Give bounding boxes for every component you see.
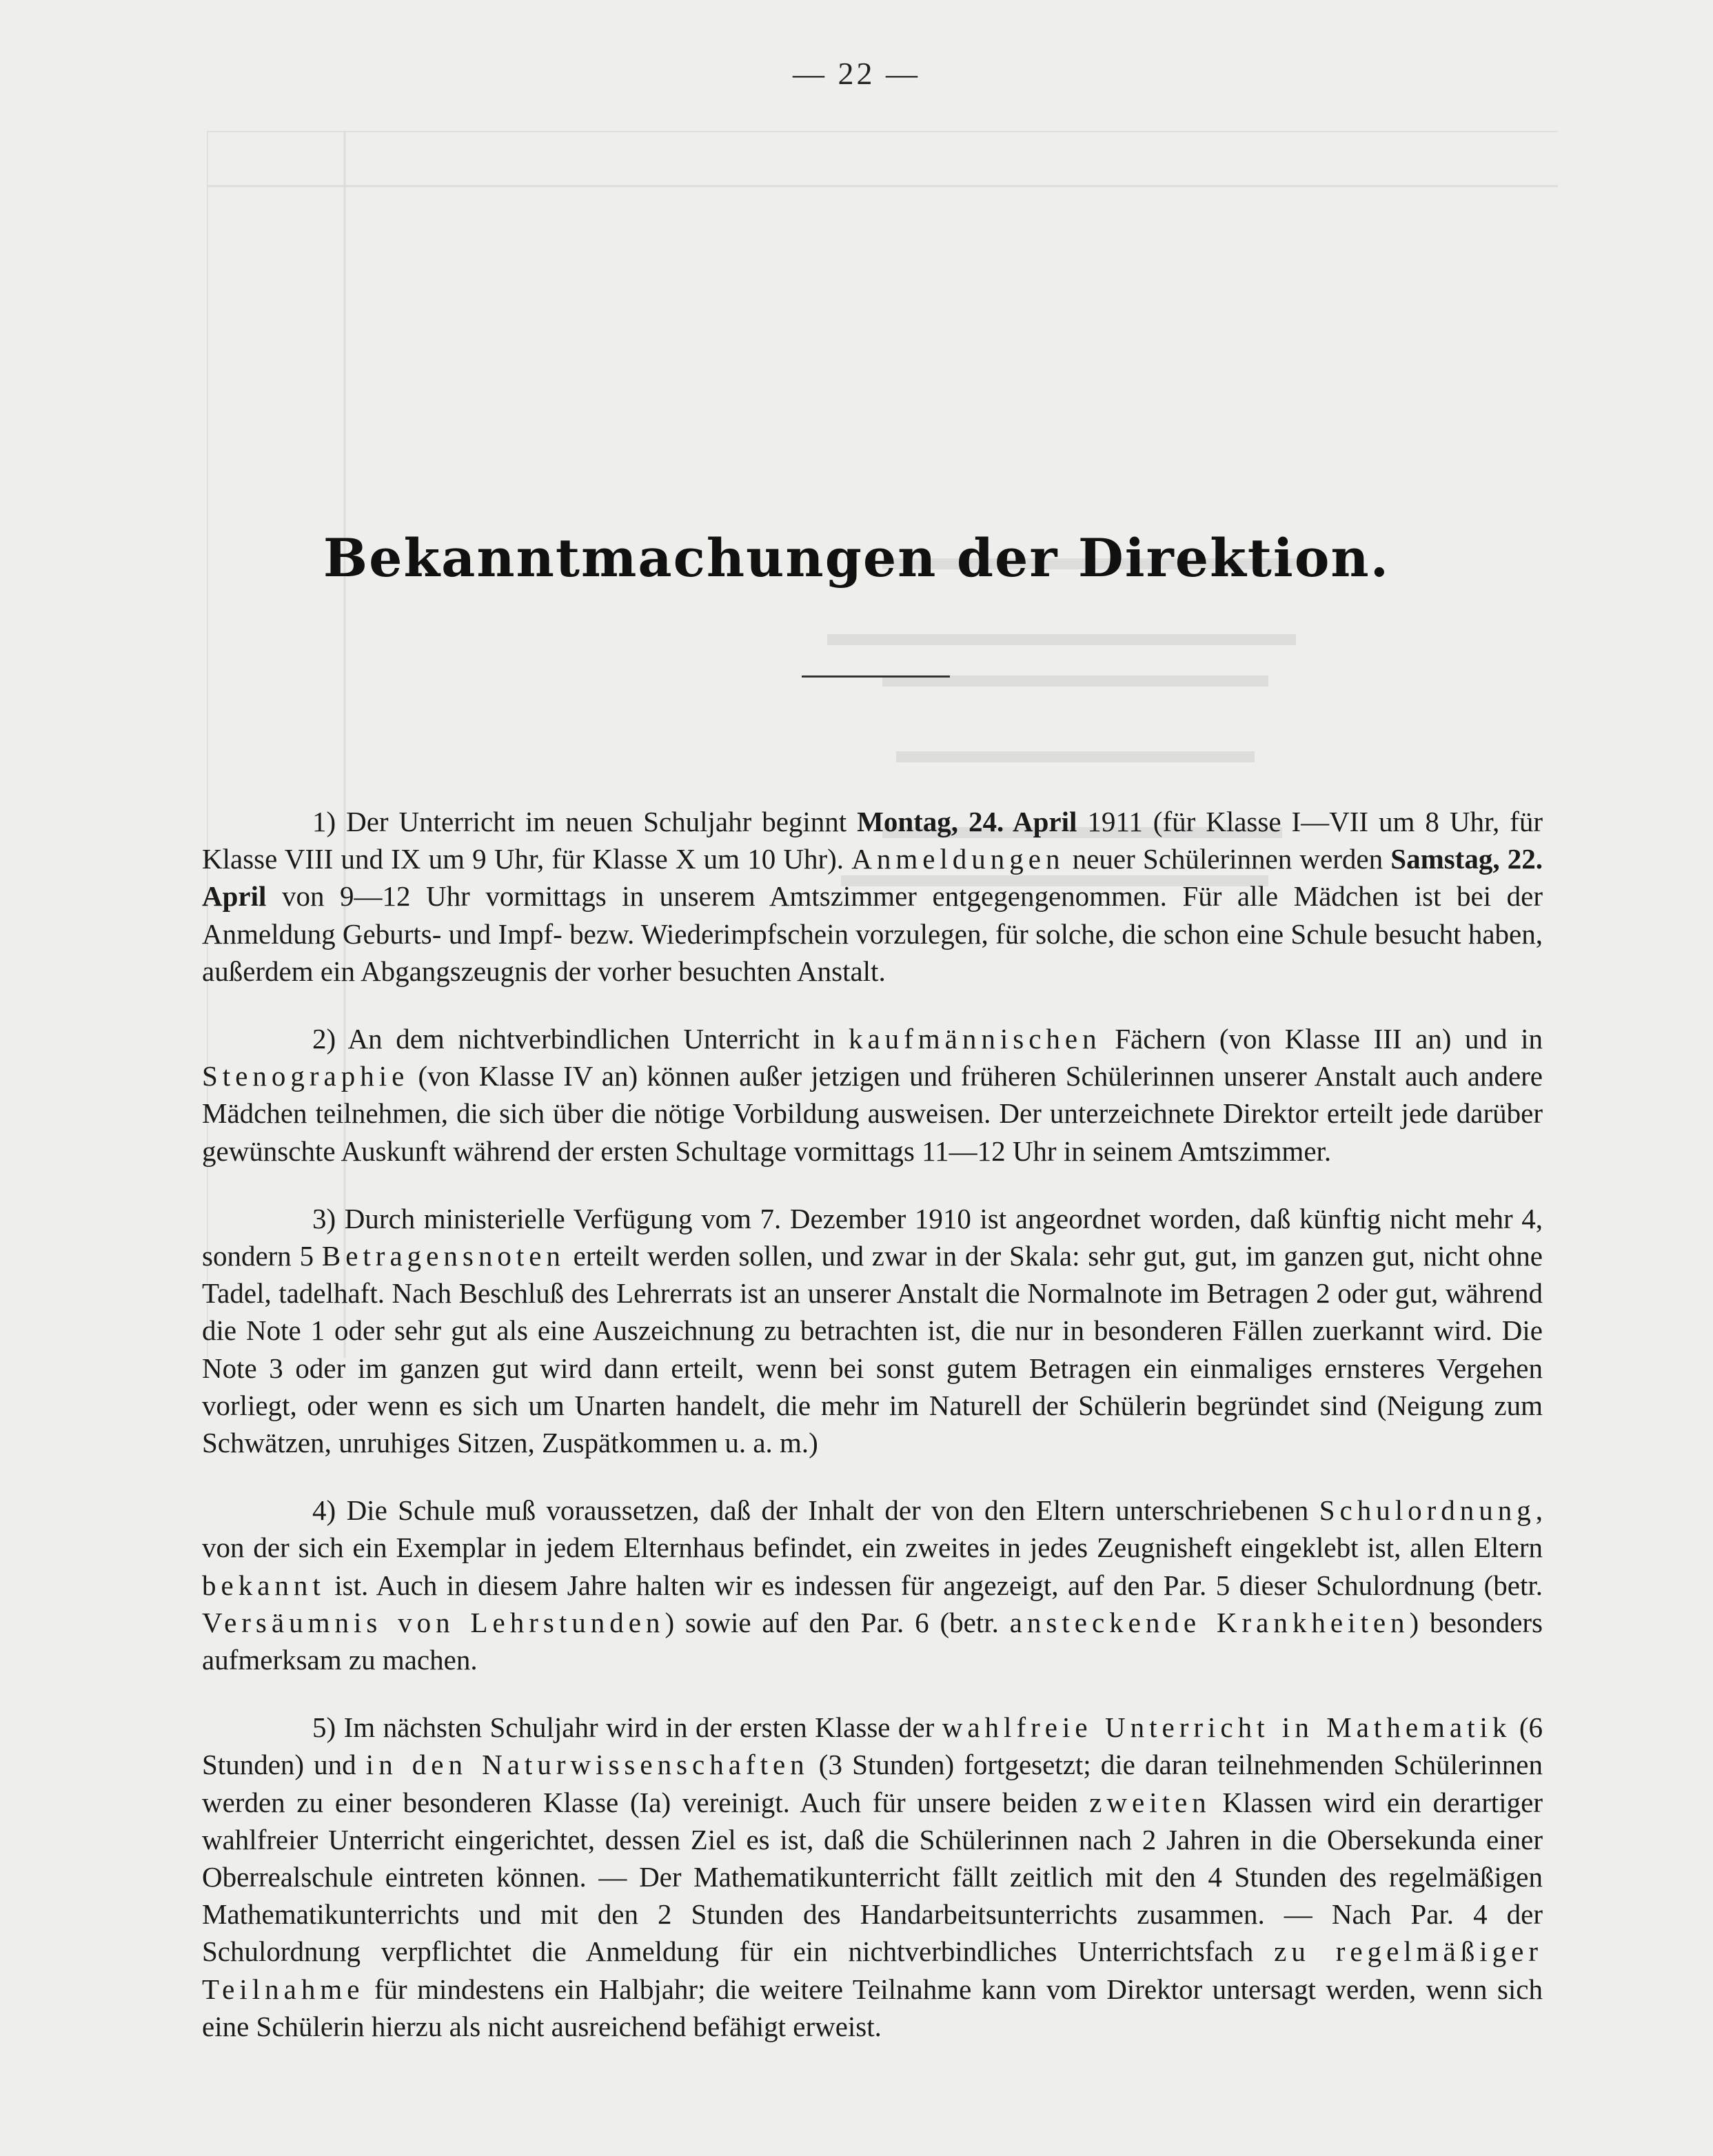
text-segment: ist. Auch in diesem Jahre halten wir es indessen für angezeigt, auf den Par. 5 dieser Schulordnung (betr. (325, 1569, 1543, 1601)
text-segment: für mindestens ein Halbjahr; die weitere Teilnahme kann vom Direktor untersagt werden, wenn sich eine Schülerin hierzu als nicht ausreichend befähigt erweist. (202, 1973, 1543, 2042)
spaced-emphasis-segment: Schulordnung (1319, 1494, 1536, 1527)
text-segment: 4) Die Schule muß voraussetzen, daß der Inhalt der von den Eltern unterschriebenen (312, 1494, 1319, 1527)
text-segment: (3 Stunden) fortgesetzt; die daran teilnehmenden Schülerinnen werden zu einer besonderen Klasse (Ia) vereinigt. Auch für unsere beiden (202, 1749, 1543, 1818)
spaced-emphasis-segment: bekannt (202, 1569, 325, 1601)
bold-text-segment: Montag, 24. April (857, 806, 1077, 837)
text-segment: neuer Schülerinnen werden (1064, 843, 1391, 875)
text-segment: ) sowie auf den Par. 6 (betr. (665, 1606, 1010, 1638)
text-segment: (von Klasse IV an) können außer jetzigen und früheren Schülerinnen unserer Anstalt auch andere Mädchen teilnehmen, die sich über die nötige Vorbildung ausweisen. Der unterzeichnete Direktor erteilt jede darüber gewünschte Auskunft während der ersten Schultage vormittags 11—12 Uhr in seinem Amtszimmer. (202, 1060, 1543, 1167)
section-heading: Bekanntmachungen der Direktion. (323, 527, 1390, 589)
spaced-emphasis-segment: Betragensnoten (321, 1240, 565, 1272)
spaced-emphasis-segment: Anmeldungen (851, 843, 1065, 875)
text-segment: Klassen wird ein derartiger wahlfreier Unterricht eingerichtet, dessen Ziel es ist, daß die Schülerinnen nach 2 Jahren in die Obersekunda einer Oberrealschule eintreten können. — Der Mathematikunterricht fällt zeitlich mit den 4 Stunden des regelmäßigen Mathematikunterrichts und mit den 2 Stunden des Handarbeitsunterrichts zusammen. — Nach Par. 4 der Schulordnung verpflichtet die Anmeldung für ein nichtverbindliches Unterrichtsfach (202, 1786, 1543, 1968)
bold-text-segment: Samstag, 22. April (202, 843, 1543, 913)
text-segment: 1911 (für Klasse I—VII um 8 Uhr, für Klasse VIII und IX um 9 Uhr, für Klasse X um 10 Uhr). (202, 806, 1543, 875)
spaced-emphasis-segment: kaufmännischen (848, 1023, 1102, 1055)
text-segment: (6 Stunden) und (202, 1711, 1543, 1781)
announcement-paragraph (202, 1709, 1543, 2045)
text-segment: , von der sich ein Exemplar in jedem Elternhaus befindet, ein zweites in jedes Zeugnisheft eingeklebt ist, allen Eltern (202, 1494, 1543, 1564)
announcement-paragraph (202, 1020, 1543, 1170)
spaced-emphasis-segment: zu regelmäßiger Teilnahme (202, 1935, 1543, 2005)
text-segment: erteilt werden sollen, und zwar in der Skala: sehr gut, gut, im ganzen gut, nicht ohne Tadel, tadelhaft. Nach Beschluß des Lehrerrats ist an unserer Anstalt die Normalnote im Betragen 2 oder gut, während die Note 1 oder sehr gut als eine Auszeichnung zu betrachten ist, die nur in besonderen Fällen zuerkannt wird. Die Note 3 oder im ganzen gut wird dann erteilt, wenn bei sonst gutem Betragen ein einmaliges ernsteres Vergehen vorliegt, oder wenn es sich um Unarten handelt, die mehr im Naturell der Schülerin begründet sind (Neigung zum Schwätzen, unruhiges Sitzen, Zuspätkommen u. a. m.) (202, 1240, 1543, 1459)
announcement-paragraph (202, 803, 1543, 990)
heading-divider (802, 675, 950, 678)
text-segment: 1) Der Unterricht im neuen Schuljahr beginnt (312, 806, 858, 837)
text-segment: Fächern (von Klasse III an) und in (1101, 1023, 1543, 1055)
page-number: — 22 — (793, 56, 920, 91)
text-segment: 5) Im nächsten Schuljahr wird in der ersten Klasse der (312, 1711, 942, 1744)
text-segment: 2) An dem nichtverbindlichen Unterricht in (312, 1023, 849, 1055)
announcement-paragraph (202, 1200, 1543, 1461)
spaced-emphasis-segment: wahlfreie Unterricht in Mathematik (942, 1711, 1512, 1744)
announcements-body (202, 803, 1543, 2075)
text-segment: von 9—12 Uhr vormittags in unserem Amtszimmer entgegengenommen. Für alle Mädchen ist bei der Anmeldung Geburts- und Impf- bezw. Wiederimpfschein vorzulegen, für solche, die schon eine Schule besucht haben, außerdem ein Abgangszeugnis der vorher besuchten Anstalt. (202, 880, 1543, 987)
spaced-emphasis-segment: ansteckende Krankheiten (1009, 1606, 1410, 1638)
spaced-emphasis-segment: Versäumnis von Lehrstunden (202, 1606, 665, 1638)
announcement-paragraph (202, 1492, 1543, 1678)
spaced-emphasis-segment: in den Naturwissenschaften (365, 1749, 809, 1781)
text-segment: ) besonders aufmerksam zu machen. (202, 1606, 1543, 1676)
spaced-emphasis-segment: Stenographie (202, 1060, 409, 1092)
text-segment: 3) Durch ministerielle Verfügung vom 7. Dezember 1910 ist angeordnet worden, daß künftig nicht mehr 4, sondern 5 (202, 1202, 1543, 1272)
spaced-emphasis-segment: zweiten (1089, 1786, 1211, 1818)
